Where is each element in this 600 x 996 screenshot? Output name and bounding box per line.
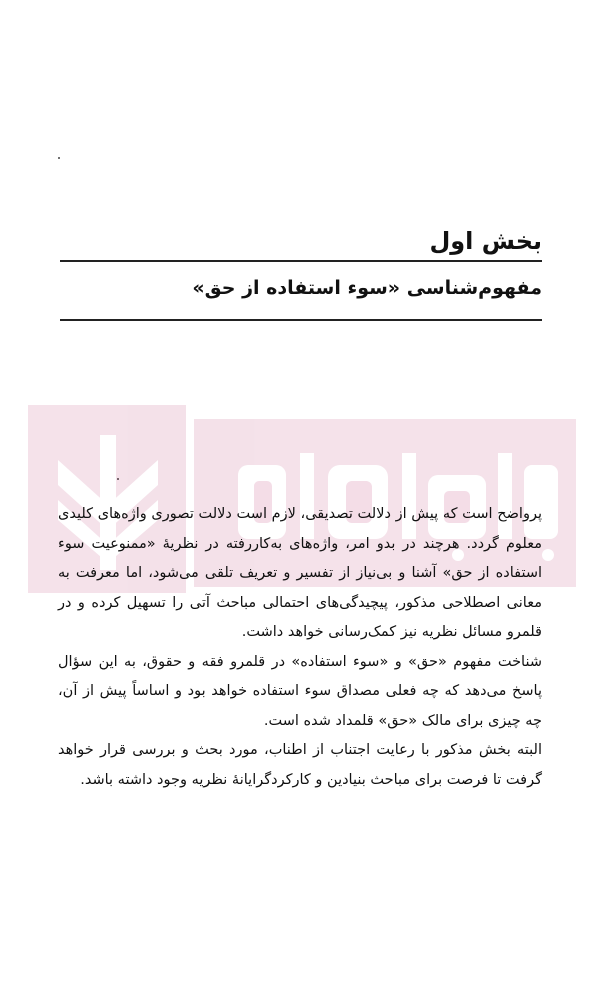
chapter-title: مفهوم‌شناسی «سوء استفاده از حق»: [192, 277, 542, 299]
title-divider-bottom: [60, 319, 542, 321]
part-title: بخش اول: [429, 227, 542, 255]
title-divider-top: [60, 260, 542, 262]
body-text: [58, 500, 542, 795]
paragraph-1: پرواضح است که پیش از دلالت تصدیقی، لازم است دلالت تصوری واژه‌های کلیدی معلوم گردد. هرچند در بدو امر، واژه‌های به‌کاررفته در نظریهٔ «ممنوعیت سوء استفاده از حق» آشنا و بی‌نیاز از تفسیر و تعریف تلقی می‌شود، اما معرفت به معانی اصطلاحی مذکور، پیچیدگی‌های احتمالی مباحث آتی را تسهیل کرده و در قلمرو مسائل نظریه نیز کمک‌رسانی خواهد داشت.: [58, 506, 542, 640]
paragraph-3: البته بخش مذکور با رعایت اجتناب از اطناب، مورد بحث و بررسی قرار خواهد گرفت تا فرصت برای مباحث بنیادین و کارکردگرایانهٔ نظریه وجود داشته باشد.: [58, 742, 542, 788]
speck: [58, 157, 60, 159]
paragraph-2: شناخت مفهوم «حق» و «سوء استفاده» در قلمرو فقه و حقوق، به این سؤال پاسخ می‌دهد که چه فعلی مصداق سوء استفاده خواهد بود و اساساً پیش از آن، چه چیزی برای مالک «حق» قلمداد شده است.: [58, 653, 542, 729]
